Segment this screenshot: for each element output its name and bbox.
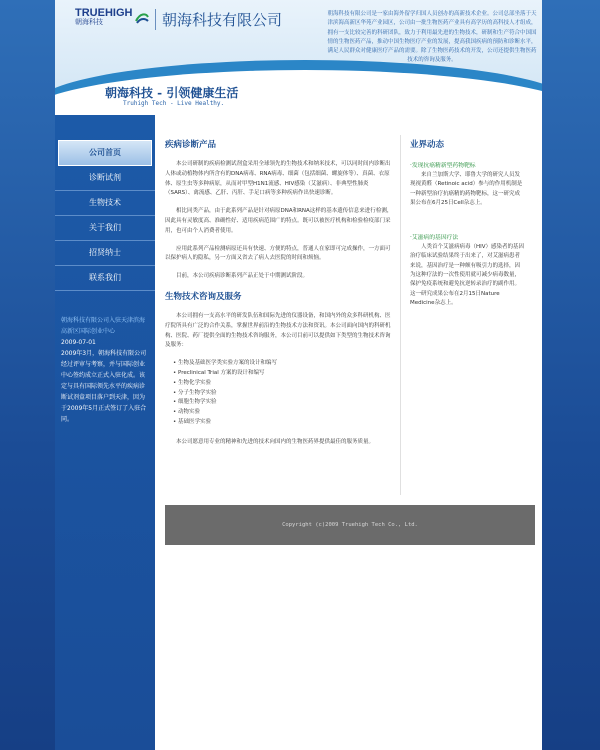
nav-biotech[interactable]: 生物技术 bbox=[55, 191, 155, 216]
section-title-diagnostics: 疾病诊断产品 bbox=[165, 140, 217, 150]
industry-news-title: 业界动态 bbox=[410, 140, 445, 150]
list-item: • 细胞生物学实验 bbox=[173, 398, 393, 408]
news-link[interactable]: ·艾滋病的基因疗法 bbox=[410, 235, 459, 242]
slogan: 朝海科技 - 引领健康生活 bbox=[105, 86, 239, 100]
slogan-en: Truhigh Tech - Live Healthy. bbox=[123, 100, 225, 107]
column-divider bbox=[400, 135, 401, 495]
industry-news bbox=[410, 130, 525, 332]
paragraph: 相比同类产品，由于此系列产品是针对病原DNA和RNA这样的基本遗传信息来进行检测，因此具有灵敏度高、准确性好、适用疾病范围广的特点。既可以被医疗机构和检验检疫部门采用，也可由个人消费者使用。 bbox=[165, 208, 393, 234]
main-content bbox=[165, 130, 393, 456]
list-item: • 生物化学实验 bbox=[173, 379, 393, 389]
paragraph: 本公司拥有一支高水平的研发队伍和国际先进的仪器设备，和国内外的众多科研机构、医疗院所具有广泛的合作关系，掌握世界前沿的生物技术方法和资讯。本公司面向国内的科研机构、医院、药厂提供全面的生物技术咨询服务，本公司目前可以提供如下类型的生物技术咨询及服务： bbox=[165, 312, 391, 349]
list-item: • 生物及基础医学类实验方案的设计和编写 bbox=[173, 359, 393, 369]
news-body: 人类首个艾滋病病毒（HIV）感染者的基因治疗临床试验结果终于出来了，对艾滋病患者来说，基因治疗是一种颇有吸引力的选择，因为这种疗法的一次性使用就可减少病毒数量，保护免疫系统和避免抗逆转录治疗的副作用。这一研究成果公布在2月15日Nature Medicine杂志上。 bbox=[410, 244, 525, 306]
news-link[interactable]: ·发现抗癌精新型药物靶标 bbox=[410, 163, 476, 169]
list-item: • Preclinical Trial 方案的设计和编写 bbox=[173, 369, 393, 379]
section-title-biotech-services: 生物技术咨询及服务 bbox=[165, 291, 242, 302]
news-body: 来自兰加斯大学、耶鲁大学的研究人员发现视黄醛（Retinoic acid）参与的作用机制是一种新型治疗抗癌精的药物靶标，这一研究成果公布在6月25日Cell杂志上。 bbox=[410, 172, 523, 206]
paragraph: 目前，本公司疾病诊断系列产品正处于中期测试阶段。 bbox=[176, 273, 309, 280]
services-list bbox=[165, 359, 393, 428]
sidebar-news-title[interactable]: 朝海科技有限公司入驻天津滨海高新区国际创业中心 bbox=[61, 317, 146, 335]
logo[interactable] bbox=[75, 8, 150, 28]
nav-home[interactable]: 公司首页 bbox=[58, 140, 152, 166]
logo-text bbox=[75, 8, 132, 28]
list-item: • 基础医学实验 bbox=[173, 418, 393, 428]
nav-contact[interactable]: 联系我们 bbox=[55, 266, 155, 291]
sidebar-news bbox=[55, 315, 155, 425]
paragraph: 本公司愿意用专业的精神和先进的技术向国内的生物医药界提供最佳的服务质量。 bbox=[176, 438, 375, 445]
copyright: Copyright (c)2009 Truehigh Tech Co., Ltd. bbox=[282, 522, 418, 528]
company-intro: 朝海科技有限公司是一家由海外留学归国人员创办的高新技术企业。公司总部坐落于天津滨海高新区华苑产业园区，公司由一批生物医药产业具有高学历的高科技人才组成，拥有一支比较完善的科研团队，致力于利用最先进的生物技术，研制和生产符合中国国情的生物医药产品，推动中国生物医疗产业的发展，提高我国疾病的预防和诊断水平，满足人民群众对健康医疗产品的需要。除了生物医药技术的开发，公司还提供生物医药技术的咨询及服务。 bbox=[327, 11, 537, 64]
list-item: • 动物实验 bbox=[173, 408, 393, 418]
paragraph: 本公司研制的疾病检测试剂盒采用全球领先的生物技术和纳米技术，可以同时间内诊断出人体或动植物体内所含有的DNA病毒、RNA病毒、细菌（包括细菌、螺旋体等）、真菌、衣原体、原生虫等多种病原，从而对甲型H1N1流感、HIV感染（艾滋病）、非典型性肺炎（SARS）、禽流感、乙肝、丙肝、手足口病等多种疾病作出快速诊断。 bbox=[165, 161, 391, 197]
logo-en: TRUEHIGH bbox=[75, 7, 133, 19]
company-name: 朝海科技有限公司 bbox=[155, 9, 282, 30]
header bbox=[55, 0, 542, 115]
footer bbox=[165, 505, 535, 545]
sidebar-news-date: 2009-07-01 bbox=[61, 339, 96, 346]
paragraph: 应用此系列产品检测病原还具有快速、方便的特点，普通人在家即可完成操作，一方面可以保护病人的隐私，另一方面又省去了病人去医院的时间和烦恼。 bbox=[165, 245, 391, 262]
nav-careers[interactable]: 招贤纳士 bbox=[55, 241, 155, 266]
sidebar-news-body: 2009年3月，朝海科技有限公司经过评审与考察，并与国际创业中心签约成立正式入驻化成。该定与具有国际领先水平的疾病诊断试剂盒项目落户到天津，因为于2009年5月正式签订了入驻合同。 bbox=[61, 350, 147, 423]
nav-about[interactable]: 关于我们 bbox=[55, 216, 155, 241]
page bbox=[55, 0, 542, 750]
sidebar bbox=[55, 115, 155, 750]
nav-diagnostic-reagents[interactable]: 诊断试剂 bbox=[55, 166, 155, 191]
logo-cn: 朝海科技 bbox=[75, 19, 103, 26]
list-item: • 分子生物学实验 bbox=[173, 389, 393, 399]
logo-swirl-icon bbox=[134, 11, 150, 25]
